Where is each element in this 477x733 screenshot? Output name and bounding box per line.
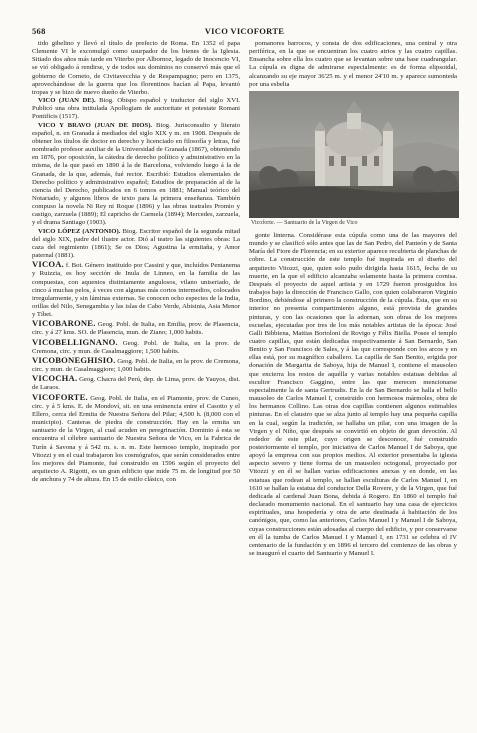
entry-paragraph: tido gibelino y llevó el título de prefecto de Roma. En 1352 el papa Clemente VI le excomulgó como usurpador de los bienes de la Iglesia. Sitiado dos años más tarde en Viterbo por Albornoz, legado de Inocencio VI, se vió obligado á rendirse, y de todos sus dominios no conservó más que el gobierno de Corneto, de Civitavecchia y de Respampagno; pero en 1375, aprovechándose de la guerra que los florentinos hacían al Papa, levantó tropas y se hizo de nuevo dueño de Viterbo. [32,40,240,96]
entry-headword: VICO Y BRAVO (JUAN DE DIOS). [38,121,153,129]
entry-headword: VICOFORTE. [32,391,88,402]
entry-paragraph: pomanores barrocos, y consta de dos edificaciones, una central y otra periférica, en la que se encuentran los cuatro atrios y las cuatro capillas. Ensancha sobre ella los cuatro que se levantan sobre una base cuadrangular. La cúpula es digna de admirarse especialmente: es de forma elipsoidal, alcanzando su eje mayor 36'25 m. y el menor 24'10 m. y aparece sumonteda por una esbelta [249,40,457,88]
entry-headword: VICO (JUAN DE). [38,97,96,105]
page-number: 568 [32,26,46,36]
entry-body: Geog. Pobl. de Italia, en el Piamonte, prov. de Cuneo, circ. y á 5 kms. E. de Mondoví, sit. en una eminencia entre el Casotto y el Ellero, cerca del Ermita de Nuestra Señora del Pilar; 4,500 h. (8,000 con el municipio). Canteras de piedra de construcción. Hay en la ermita un santuario de la Virgen, al cual acuden en peregrinación. Dominio á esta se encuentra el célebre santuario de Nuestra Señora de Vico, en la Fabrica de Turín á Savona y á 542 m. s. n. m. Este hermoso templo, inspirado por Vitozzi y en el cual trabajaron los cosmógrafos, que serán considerados entre los mejores del Piamonte, fué construido en 1596 según el proyecto del arquitecto A. Rigotti, es un gran edificio que mide 75 m. de longitud por 50 de anchura y 74 de altura. En 15 de estilo clásico, con [32,394,240,484]
sanctuary-figure [249,91,459,227]
entry-body: Geog. Pobl. de Italia, en Emilia, prov. de Plasencia, circ. y á 27 kms. SO. de Plasencia, mun. de Ziano; 1,000 habits. [32,321,240,337]
entry-vicobarone [32,319,240,337]
entry-vico-lopez [32,228,240,261]
entry-headword: VICOBARONE. [32,318,96,329]
entry-body: Biog. Escritor español de la segunda mitad del siglo XIX, padre del ilustre actor. Dió al teatro las siguientes obras: La caza del regimiento (1861); Se os Dios; Agustina la ermitaña, y Amor paternal (1881). [32,227,240,260]
entry-vico-juan [32,97,240,121]
entry-body: f. Bot. Género instituido por Cassini y que, incluídos Pentanema y Ruizzia, es hoy sección de Inula de Linneo, en la familia de las compuestas, con aquenios distintamente angulosos, vilano uniseriado, de cinco á muchas pelos, á veces con algunas más cortos intermedios, colocados irregularmente, y sin láminas externas. Se conocen ocho especies de la India, orillas del Nilo, Senegambia y las islas de Cabo Verde, Abisinia, Asia Menor y Tíbet. [32,262,240,319]
entry-vicoforte [32,393,240,485]
entry-body: Geog. Pobl. de Italia, en la prov. de Cremona, circ. y mun. de Casalmaggiore; 1,000 habits. [32,357,240,374]
figure-caption: Vicoforte. — Santuario de la Virgen de Vico [251,219,358,226]
running-head [32,26,457,38]
entry-vicobellignano [32,338,240,356]
entry-vicoa [32,260,240,319]
left-column [32,40,240,558]
text-columns [32,40,457,558]
entry-headword: VICOBONEGHISIO. [32,354,116,365]
entry-headword: VICOBELLIGNANO. [32,336,118,347]
sanctuary-photo [249,91,459,218]
entry-paragraph: gonte linterna. Considérase esta cúpula como una de las mayores del mundo y se clasificó sólo antes que las de San Pedro, del Panteón y de Santa María del Fiore de Florencia; en su exterior aparece recubierta de planchas de cobre. La construcción de este templo fué inspirada en el diseño del arquitecto Vitozzi, que, quien solo pudo dirigirla hasta 1615, fecha de su muerte, en la que el edificio alcanzaba solamente hasta la primera cornisa. Después el proyecto de aquel artista y en 1729 fueron prosiguidos los trabajos bajo la dirección de Francisco Gallo, con quien colaboraron Virginio Bordino, debiéndose al primero la construcción de la cúpula. Ésta, que en su interior no presenta compartimiento alguno, está provista de grandes pinturas, y con las ocasiones que la adornan, son obras de los mejores escuelas, ejecutadas por tres de los más notables artistas de la época: José Galli Bibbiena, Mattias Bortoloni de Rovigo y Félix Biella. Posee el templo cuatro capillas, que están dedicadas respectivamente á San Bernardo, San Benito y San Francisco de Sales, y á las que corresponde con los arcos y en ellas está, por su magnífico caballero. La capilla de San Benito, erigida por donación de Margarita de Saboya, hija de Manuel I, contiene el mausoleo que encierra los restos de aquélla y varias notables estatuas debidas al escultor Francisco Gaggino, entre las que merecen mencionarse especialmente la de santa Gertrudis. En la de San Bernardo se halla el bello mausoleo de Carlos Manuel I, construido con hermosos mármoles, obra de los hermanos Collino. Las otras dos capillas contienen algunos estimables pinturas. En el claustro que se alza junto al templo hay una pequeña capilla en la cual, según la tradición, se hallaba un pilar, con una imagen de la Virgen y el Niño, que después se convirtió en objeto de gran devoción. Al rededor de este pilar, cuyo origen se desconoce, fué construido posteriormente el templo, por iniciativa de Carlos Manuel I de Saboya, que apoyó la empresa con sus propios medios. Al exterior presentaba la iglesia aspecto severo y tiene forma de un mausoleo octogonal, proyectado por Vitozzi y en él se hallan varias edificaciones anexas y en donde, en las estatuas que rodean al templo, se hallan esculturas de Carlos Manuel I, en 1610 se hallan la estatua del conductor Della Rovere, y de la Virgen, que fué dedicada al cardenal Juan Bona, debida á Rogero. En 1860 el templo fué declarado monumento nacional. En el santuario hay una casa de ejercicios espirituales, una hospedería y otra de arte destinada á habitación de los canónigos, que, como las anteriores, Carlos Manuel I y Manuel I de Saboya, cuyas construcciones están adosadas al cuerpo del edificio, y por conservarse en él la tumba de Carlos Manuel I y Manuel I, en 1731 se celebra el IV centenario de la fundación y en 1896 el tercero del comienzo de las obras y se inauguró el cuarto del Santuario y Manuel I. [249,231,457,558]
entry-body: Geog. Chacra del Perú, dep. de Lima, prov. de Yauyos, dist. de Laraos. [32,376,240,392]
entry-headword: VICOA. [32,259,64,270]
entry-vicocha [32,374,240,392]
page-header-title: VICO VICOFORTE [204,26,285,36]
entry-vico-y-bravo [32,122,240,228]
entry-body: Biog. Obispo español y traductor del siglo XVI. Publicó una obra intitulada Apollogiam de auctoritate et potestate Romani Pontificis (1517). [32,97,240,121]
entry-body: Geog. Pobl. de Italia, en la prov. de Cremona, circ. y mun. de Casalmaggiore; 1,500 habits. [32,339,240,355]
right-column [249,40,457,558]
entry-vicoboneghisio [32,356,240,374]
entry-headword: VICO LÓPEZ (ANTONIO). [38,227,121,235]
entry-headword: VICOCHA. [32,373,78,384]
entry-body: Biog. Jurisconsulto y literato español, n. en Granada á mediados del siglo XIX y m. en 1908. Después de obtener los títulos de doctor en derecho y licenciado en filosofía y letras, fué nombrado profesor auxiliar de la Universidad de Granada (1867), obteniendo en 1876, por oposición, la cátedra de derecho político y administrativo en la misma, de la que pasó en 1890 á la de Barcelona, volviendo luego á la de Granada, de la que, además, fué rector. Escribió: Estudios elementales de Derecho político y administrativo español; Estudios de preparación al de la ciencia del Derecho, publicados en 6 tomos en 1881; Manual teórico del Notariado, y algunos libros de texto para la primera enseñanza. También compuso la novela Ni Rey ni Roque (1896) y las obras teatrales Promio y castigo, zarzuela (1889); El capricho de Carmela (1894); Mercedes, zarzuela, y el drama Santiago (1903). [32,121,240,227]
